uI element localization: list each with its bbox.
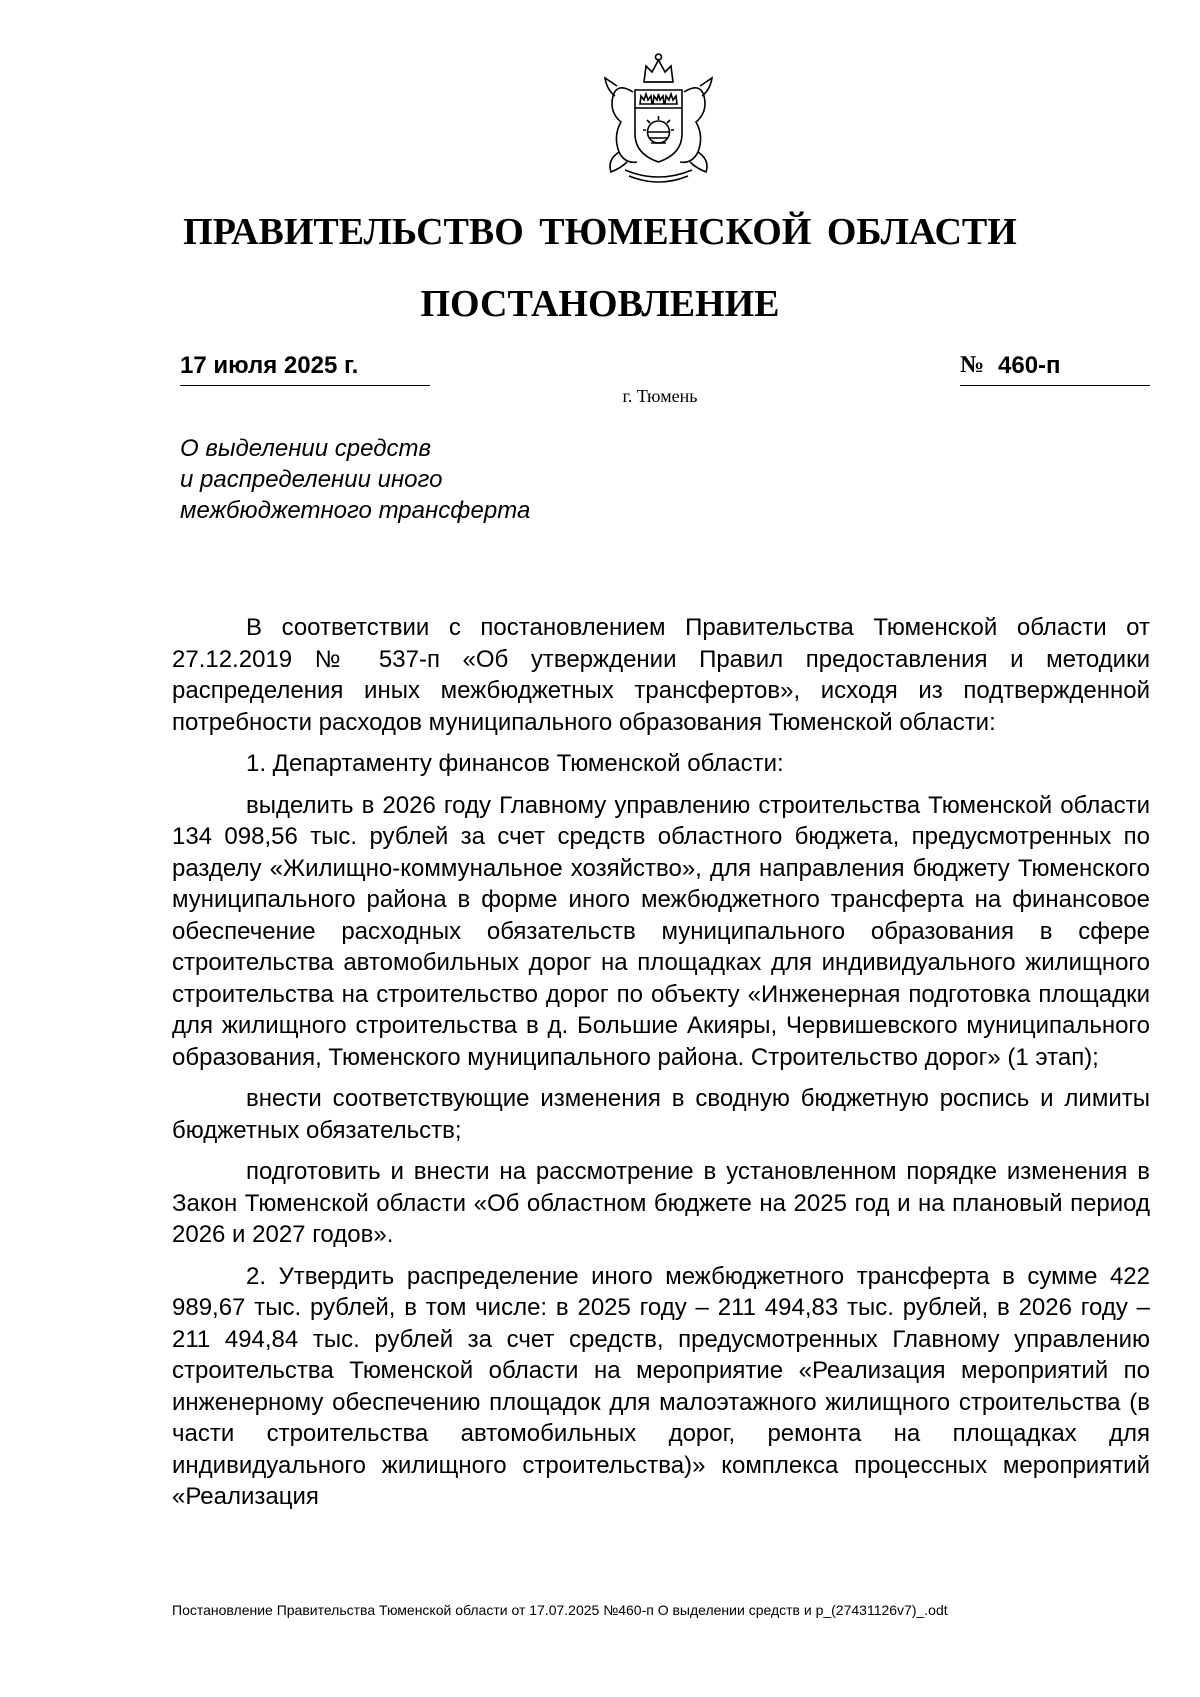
body-paragraph: 2. Утвердить распределение иного межбюджетного трансферта в сумме 422 989,67 тыс. рублей, в том числе: в 2025 году – 211 494,83 тыс. рублей, в 2026 году – 211 494,84 тыс. рублей за счет средств, предусмотренных Главному управлению строительства Тюменской области на мероприятие «Реализация мероприятий по инженерному обеспечению площадок для малоэтажного жилищного строительства (в части строительства автомобильных дорог, ремонта на площадках для индивидуального жилищного строительства)» комплекса процессных мероприятий «Реализация [172,1262,1150,1510]
document-date-field [180,352,430,386]
page-footer: Постановление Правительства Тюменской области от 17.07.2025 №460-п О выделении средств и р_(27431126v7)_.odt [172,1602,948,1618]
coat-of-arms-icon [597,52,720,184]
body-paragraph: выделить в 2026 году Главному управлению строительства Тюменской области 134 098,56 тыс. рублей за счет средств областного бюджета, предусмотренных по разделу «Жилищно-коммунальное хозяйство», для направления бюджету Тюменского муниципального района в форме иного межбюджетного трансферта на финансовое обеспечение расходных обязательств муниципального образования в сфере строительства автомобильных дорог на площадках для индивидуального жилищного строительства на строительство дорог по объекту «Инженерная подготовка площадки для жилищного строительства в д. Большие Акияры, Червишевского муниципального образования, Тюменского муниципального района. Строительство дорог» (1 этап); [172,791,1150,1071]
number-sign: № [960,352,985,378]
document-subject [180,433,530,526]
document-body [172,612,1150,1523]
org-title: ПРАВИТЕЛЬСТВО ТЮМЕНСКОЙ ОБЛАСТИ [183,211,1017,253]
subject-line: О выделении средств [180,435,432,462]
body-paragraph: внести соответствующие изменения в сводную бюджетную роспись и лимиты бюджетных обязательств; [172,1085,1150,1144]
document-date: 17 июля 2025 г. [180,352,359,379]
document-type: ПОСТАНОВЛЕНИЕ [420,283,780,325]
city: г. Тюмень [622,386,698,406]
document-number: 460-п [998,352,1061,379]
body-paragraph: В соответствии с постановлением Правительства Тюменской области от 27.12.2019 № 537-п «Об утверждении Правил предоставления и методики распределения иных межбюджетных трансфертов», исходя из подтвержденной потребности расходов муниципального образования Тюменской области: [172,614,1150,736]
body-paragraph: 1. Департаменту финансов Тюменской области: [246,750,784,777]
subject-line: межбюджетного трансферта [180,497,531,524]
document-number-field [960,352,1150,386]
subject-line: и распределении иного [180,466,443,493]
body-paragraph: подготовить и внести на рассмотрение в установленном порядке изменения в Закон Тюменской области «Об областном бюджете на 2025 год и на плановый период 2026 и 2027 годов». [172,1158,1150,1248]
